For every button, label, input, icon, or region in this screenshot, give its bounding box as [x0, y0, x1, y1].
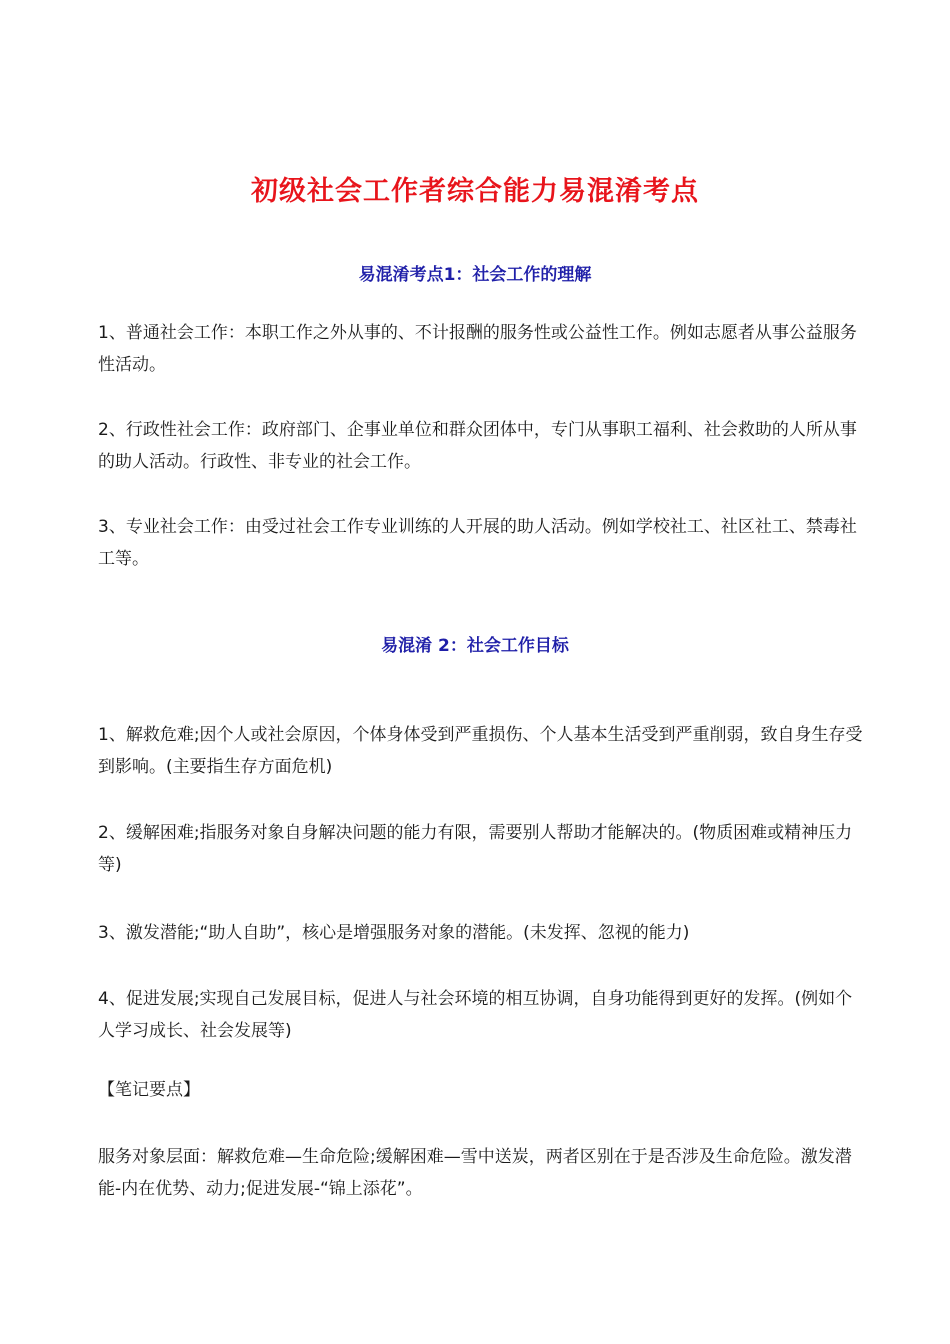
- paragraph-section1-item2: 2、行政性社会工作：政府部门、企事业单位和群众团体中，专门从事职工福利、社会救助的人所从事的助人活动。行政性、非专业的社会工作。: [98, 420, 857, 472]
- section-heading-1: 易混淆考点1：社会工作的理解: [358, 265, 592, 285]
- section-heading-2: 易混淆 2：社会工作目标: [381, 636, 569, 656]
- paragraph-section1-item3: 3、专业社会工作：由受过社会工作专业训练的人开展的助人活动。例如学校社工、社区社工、禁毒社工等。: [98, 517, 857, 569]
- paragraph-section2-item1: 1、解救危难;因个人或社会原因，个体身体受到严重损伤、个人基本生活受到严重削弱，致自身生存受到影响。(主要指生存方面危机): [98, 725, 863, 777]
- paragraph-section1-item1: 1、普通社会工作：本职工作之外从事的、不计报酬的服务性或公益性工作。例如志愿者从事公益服务性活动。: [98, 323, 857, 375]
- paragraph-section2-item4: 4、促进发展;实现自己发展目标，促进人与社会环境的相互协调，自身功能得到更好的发挥。(例如个人学习成长、社会发展等): [98, 989, 853, 1041]
- paragraph-section2-item3: 3、激发潜能;“助人自助”，核心是增强服务对象的潜能。(未发挥、忽视的能力): [98, 923, 690, 943]
- document-title: 初级社会工作者综合能力易混淆考点: [251, 176, 699, 207]
- notes-label: 【笔记要点】: [98, 1080, 200, 1100]
- paragraph-section2-item2: 2、缓解困难;指服务对象自身解决问题的能力有限，需要别人帮助才能解决的。(物质困难或精神压力等): [98, 823, 853, 875]
- notes-paragraph: 服务对象层面：解救危难—生命危险;缓解困难—雪中送炭，两者区别在于是否涉及生命危险。激发潜能-内在优势、动力;促进发展-“锦上添花”。: [98, 1147, 852, 1199]
